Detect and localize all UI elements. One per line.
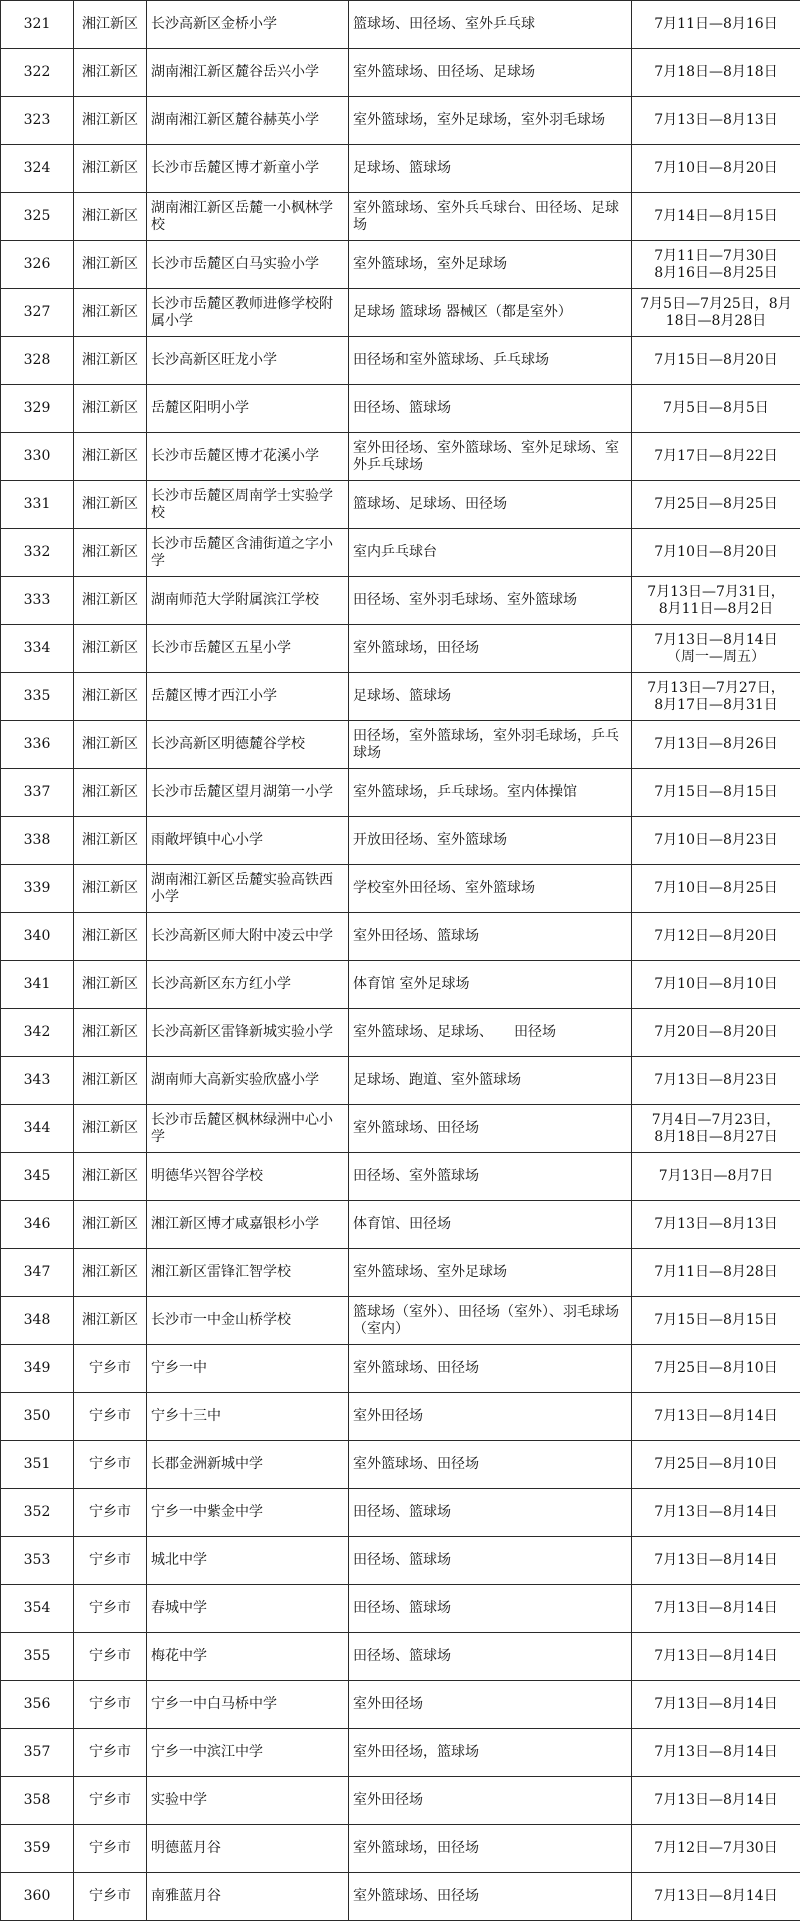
row-number-cell: 350 <box>1 1393 74 1441</box>
open-dates-cell: 7月13日—8月13日 <box>632 1201 800 1249</box>
table-row <box>1 817 800 865</box>
district-cell: 宁乡市 <box>74 1345 147 1393</box>
venues-cell: 室内乒乓球台 <box>349 529 632 577</box>
school-name-cell: 长郡金洲新城中学 <box>147 1441 349 1489</box>
table-row <box>1 913 800 961</box>
school-name-cell: 明德蓝月谷 <box>147 1825 349 1873</box>
table-row <box>1 385 800 433</box>
venues-cell: 室外田径场 <box>349 1777 632 1825</box>
venues-cell: 田径场、篮球场 <box>349 1537 632 1585</box>
venues-cell: 田径场、篮球场 <box>349 1633 632 1681</box>
district-cell: 湘江新区 <box>74 1249 147 1297</box>
row-number-cell: 343 <box>1 1057 74 1105</box>
venues-cell: 室外篮球场、田径场 <box>349 1105 632 1153</box>
table-row <box>1 1585 800 1633</box>
table-row <box>1 289 800 337</box>
school-name-cell: 长沙市岳麓区含浦街道之字小学 <box>147 529 349 577</box>
district-cell: 湘江新区 <box>74 1 147 49</box>
district-cell: 湘江新区 <box>74 49 147 97</box>
table-row <box>1 1201 800 1249</box>
table-row <box>1 721 800 769</box>
open-dates-cell: 7月13日—8月14日 <box>632 1633 800 1681</box>
venues-cell: 学校室外田径场、室外篮球场 <box>349 865 632 913</box>
table-row <box>1 961 800 1009</box>
open-dates-cell: 7月13日—8月14日 <box>632 1729 800 1777</box>
district-cell: 湘江新区 <box>74 433 147 481</box>
school-name-cell: 长沙高新区雷锋新城实验小学 <box>147 1009 349 1057</box>
table-row <box>1 1489 800 1537</box>
district-cell: 湘江新区 <box>74 1201 147 1249</box>
row-number-cell: 327 <box>1 289 74 337</box>
open-dates-cell: 7月13日—8月14日 <box>632 1489 800 1537</box>
venues-cell: 室外篮球场，田径场 <box>349 1825 632 1873</box>
district-cell: 宁乡市 <box>74 1873 147 1921</box>
row-number-cell: 356 <box>1 1681 74 1729</box>
school-name-cell: 南雅蓝月谷 <box>147 1873 349 1921</box>
district-cell: 宁乡市 <box>74 1681 147 1729</box>
table-row <box>1 1297 800 1345</box>
district-cell: 宁乡市 <box>74 1585 147 1633</box>
row-number-cell: 329 <box>1 385 74 433</box>
open-dates-cell: 7月10日—8月23日 <box>632 817 800 865</box>
school-name-cell: 长沙市岳麓区周南学士实验学校 <box>147 481 349 529</box>
table-row <box>1 1537 800 1585</box>
open-dates-cell: 7月13日—8月14日 （周一—周五） <box>632 625 800 673</box>
row-number-cell: 322 <box>1 49 74 97</box>
district-cell: 湘江新区 <box>74 289 147 337</box>
row-number-cell: 339 <box>1 865 74 913</box>
open-dates-cell: 7月11日—8月16日 <box>632 1 800 49</box>
table-row <box>1 1009 800 1057</box>
table-row <box>1 433 800 481</box>
district-cell: 湘江新区 <box>74 913 147 961</box>
open-dates-cell: 7月13日—8月26日 <box>632 721 800 769</box>
open-dates-cell: 7月13日—8月14日 <box>632 1537 800 1585</box>
table-row <box>1 1249 800 1297</box>
school-name-cell: 湖南湘江新区麓谷赫英小学 <box>147 97 349 145</box>
row-number-cell: 326 <box>1 241 74 289</box>
venues-cell: 篮球场、足球场、田径场 <box>349 481 632 529</box>
school-name-cell: 湖南湘江新区岳麓实验高铁西小学 <box>147 865 349 913</box>
venues-cell: 室外田径场、篮球场 <box>349 913 632 961</box>
row-number-cell: 345 <box>1 1153 74 1201</box>
row-number-cell: 336 <box>1 721 74 769</box>
row-number-cell: 341 <box>1 961 74 1009</box>
table-row <box>1 337 800 385</box>
venues-cell: 室外篮球场、足球场、 田径场 <box>349 1009 632 1057</box>
open-dates-cell: 7月25日—8月25日 <box>632 481 800 529</box>
district-cell: 湘江新区 <box>74 625 147 673</box>
district-cell: 宁乡市 <box>74 1729 147 1777</box>
district-cell: 湘江新区 <box>74 481 147 529</box>
venues-cell: 室外田径场 <box>349 1681 632 1729</box>
open-dates-cell: 7月10日—8月10日 <box>632 961 800 1009</box>
table-row <box>1 1153 800 1201</box>
row-number-cell: 357 <box>1 1729 74 1777</box>
table-row <box>1 1057 800 1105</box>
venues-cell: 足球场 篮球场 器械区（都是室外） <box>349 289 632 337</box>
table-row <box>1 1633 800 1681</box>
school-name-cell: 长沙市岳麓区博才新童小学 <box>147 145 349 193</box>
school-name-cell: 长沙市岳麓区白马实验小学 <box>147 241 349 289</box>
school-name-cell: 长沙高新区金桥小学 <box>147 1 349 49</box>
venues-cell: 室外篮球场，乒乓球场。室内体操馆 <box>349 769 632 817</box>
district-cell: 湘江新区 <box>74 1153 147 1201</box>
table-row <box>1 769 800 817</box>
school-name-cell: 湖南湘江新区麓谷岳兴小学 <box>147 49 349 97</box>
row-number-cell: 351 <box>1 1441 74 1489</box>
venues-cell: 室外篮球场、田径场 <box>349 1345 632 1393</box>
open-dates-cell: 7月13日—8月14日 <box>632 1681 800 1729</box>
row-number-cell: 340 <box>1 913 74 961</box>
row-number-cell: 354 <box>1 1585 74 1633</box>
school-name-cell: 长沙高新区旺龙小学 <box>147 337 349 385</box>
venue-table-body <box>1 1 800 1921</box>
venues-cell: 室外篮球场、田径场 <box>349 1873 632 1921</box>
row-number-cell: 332 <box>1 529 74 577</box>
venues-cell: 室外篮球场、田径场 <box>349 1441 632 1489</box>
open-dates-cell: 7月25日—8月10日 <box>632 1441 800 1489</box>
table-row <box>1 193 800 241</box>
venues-cell: 田径场、篮球场 <box>349 385 632 433</box>
venues-cell: 体育馆 室外足球场 <box>349 961 632 1009</box>
school-name-cell: 雨敞坪镇中心小学 <box>147 817 349 865</box>
row-number-cell: 331 <box>1 481 74 529</box>
table-row <box>1 145 800 193</box>
venues-cell: 室外篮球场，田径场 <box>349 625 632 673</box>
district-cell: 宁乡市 <box>74 1393 147 1441</box>
table-row <box>1 577 800 625</box>
district-cell: 湘江新区 <box>74 529 147 577</box>
open-dates-cell: 7月10日—8月25日 <box>632 865 800 913</box>
row-number-cell: 338 <box>1 817 74 865</box>
venues-cell: 室外篮球场，室外足球场 <box>349 241 632 289</box>
district-cell: 宁乡市 <box>74 1537 147 1585</box>
table-row <box>1 1441 800 1489</box>
open-dates-cell: 7月20日—8月20日 <box>632 1009 800 1057</box>
table-row <box>1 673 800 721</box>
table-row <box>1 1729 800 1777</box>
open-dates-cell: 7月4日—7月23日， 8月18日—8月27日 <box>632 1105 800 1153</box>
venues-cell: 田径场和室外篮球场、乒乓球场 <box>349 337 632 385</box>
school-name-cell: 湖南师大高新实验欣盛小学 <box>147 1057 349 1105</box>
table-row <box>1 1825 800 1873</box>
school-name-cell: 长沙市岳麓区博才花溪小学 <box>147 433 349 481</box>
table-row <box>1 625 800 673</box>
venues-cell: 田径场、室外篮球场 <box>349 1153 632 1201</box>
school-name-cell: 岳麓区博才西江小学 <box>147 673 349 721</box>
venues-cell: 篮球场（室外）、田径场（室外）、羽毛球场（室内） <box>349 1297 632 1345</box>
row-number-cell: 352 <box>1 1489 74 1537</box>
table-row <box>1 865 800 913</box>
venues-cell: 室外篮球场、室外足球场 <box>349 1249 632 1297</box>
district-cell: 湘江新区 <box>74 385 147 433</box>
row-number-cell: 337 <box>1 769 74 817</box>
school-name-cell: 宁乡十三中 <box>147 1393 349 1441</box>
row-number-cell: 358 <box>1 1777 74 1825</box>
row-number-cell: 342 <box>1 1009 74 1057</box>
row-number-cell: 346 <box>1 1201 74 1249</box>
row-number-cell: 349 <box>1 1345 74 1393</box>
row-number-cell: 348 <box>1 1297 74 1345</box>
district-cell: 湘江新区 <box>74 865 147 913</box>
school-name-cell: 湘江新区博才咸嘉银杉小学 <box>147 1201 349 1249</box>
school-name-cell: 宁乡一中 <box>147 1345 349 1393</box>
school-name-cell: 长沙市一中金山桥学校 <box>147 1297 349 1345</box>
school-name-cell: 岳麓区阳明小学 <box>147 385 349 433</box>
table-row <box>1 97 800 145</box>
school-name-cell: 实验中学 <box>147 1777 349 1825</box>
district-cell: 湘江新区 <box>74 1297 147 1345</box>
district-cell: 湘江新区 <box>74 337 147 385</box>
venues-cell: 篮球场、田径场、室外乒乓球 <box>349 1 632 49</box>
district-cell: 湘江新区 <box>74 1057 147 1105</box>
venues-cell: 田径场、室外羽毛球场、室外篮球场 <box>349 577 632 625</box>
district-cell: 湘江新区 <box>74 817 147 865</box>
open-dates-cell: 7月17日—8月22日 <box>632 433 800 481</box>
open-dates-cell: 7月18日—8月18日 <box>632 49 800 97</box>
table-row <box>1 1345 800 1393</box>
school-name-cell: 长沙市岳麓区望月湖第一小学 <box>147 769 349 817</box>
open-dates-cell: 7月5日—8月5日 <box>632 385 800 433</box>
row-number-cell: 328 <box>1 337 74 385</box>
open-dates-cell: 7月13日—8月13日 <box>632 97 800 145</box>
venues-cell: 田径场、篮球场 <box>349 1585 632 1633</box>
open-dates-cell: 7月13日—8月14日 <box>632 1393 800 1441</box>
row-number-cell: 347 <box>1 1249 74 1297</box>
row-number-cell: 324 <box>1 145 74 193</box>
table-row <box>1 1681 800 1729</box>
district-cell: 宁乡市 <box>74 1489 147 1537</box>
district-cell: 宁乡市 <box>74 1777 147 1825</box>
school-name-cell: 宁乡一中滨江中学 <box>147 1729 349 1777</box>
open-dates-cell: 7月15日—8月15日 <box>632 769 800 817</box>
open-dates-cell: 7月25日—8月10日 <box>632 1345 800 1393</box>
school-name-cell: 长沙高新区东方红小学 <box>147 961 349 1009</box>
district-cell: 湘江新区 <box>74 961 147 1009</box>
venues-cell: 室外田径场，篮球场 <box>349 1729 632 1777</box>
open-dates-cell: 7月5日—7月25日，8月18日—8月28日 <box>632 289 800 337</box>
table-row <box>1 1873 800 1921</box>
venues-cell: 开放田径场、室外篮球场 <box>349 817 632 865</box>
school-name-cell: 春城中学 <box>147 1585 349 1633</box>
district-cell: 湘江新区 <box>74 241 147 289</box>
venues-cell: 田径场，室外篮球场，室外羽毛球场，乒乓球场 <box>349 721 632 769</box>
row-number-cell: 334 <box>1 625 74 673</box>
table-row <box>1 481 800 529</box>
school-name-cell: 长沙高新区明德麓谷学校 <box>147 721 349 769</box>
open-dates-cell: 7月12日—7月30日 <box>632 1825 800 1873</box>
school-name-cell: 城北中学 <box>147 1537 349 1585</box>
open-dates-cell: 7月11日—7月30日 8月16日—8月25日 <box>632 241 800 289</box>
row-number-cell: 353 <box>1 1537 74 1585</box>
open-dates-cell: 7月13日—8月7日 <box>632 1153 800 1201</box>
school-name-cell: 湖南湘江新区岳麓一小枫林学校 <box>147 193 349 241</box>
district-cell: 湘江新区 <box>74 1009 147 1057</box>
district-cell: 宁乡市 <box>74 1441 147 1489</box>
open-dates-cell: 7月12日—8月20日 <box>632 913 800 961</box>
open-dates-cell: 7月15日—8月15日 <box>632 1297 800 1345</box>
table-row <box>1 1777 800 1825</box>
school-name-cell: 湖南师范大学附属滨江学校 <box>147 577 349 625</box>
row-number-cell: 325 <box>1 193 74 241</box>
school-name-cell: 长沙市岳麓区教师进修学校附属小学 <box>147 289 349 337</box>
row-number-cell: 344 <box>1 1105 74 1153</box>
open-dates-cell: 7月10日—8月20日 <box>632 145 800 193</box>
district-cell: 湘江新区 <box>74 145 147 193</box>
school-name-cell: 宁乡一中紫金中学 <box>147 1489 349 1537</box>
district-cell: 湘江新区 <box>74 97 147 145</box>
open-dates-cell: 7月14日—8月15日 <box>632 193 800 241</box>
school-name-cell: 长沙高新区师大附中凌云中学 <box>147 913 349 961</box>
open-dates-cell: 7月13日—8月14日 <box>632 1585 800 1633</box>
row-number-cell: 360 <box>1 1873 74 1921</box>
district-cell: 湘江新区 <box>74 721 147 769</box>
table-row <box>1 241 800 289</box>
venues-cell: 室外篮球场、室外兵乓球台、田径场、足球场 <box>349 193 632 241</box>
district-cell: 湘江新区 <box>74 769 147 817</box>
venues-cell: 体育馆、田径场 <box>349 1201 632 1249</box>
table-row <box>1 1 800 49</box>
row-number-cell: 323 <box>1 97 74 145</box>
district-cell: 湘江新区 <box>74 673 147 721</box>
open-dates-cell: 7月13日—8月14日 <box>632 1777 800 1825</box>
table-row <box>1 1393 800 1441</box>
row-number-cell: 330 <box>1 433 74 481</box>
open-dates-cell: 7月10日—8月20日 <box>632 529 800 577</box>
venues-cell: 足球场、篮球场 <box>349 673 632 721</box>
school-name-cell: 明德华兴智谷学校 <box>147 1153 349 1201</box>
venues-cell: 室外篮球场，室外足球场，室外羽毛球场 <box>349 97 632 145</box>
school-name-cell: 湘江新区雷锋汇智学校 <box>147 1249 349 1297</box>
row-number-cell: 355 <box>1 1633 74 1681</box>
venues-cell: 室外田径场 <box>349 1393 632 1441</box>
open-dates-cell: 7月15日—8月20日 <box>632 337 800 385</box>
school-name-cell: 宁乡一中白马桥中学 <box>147 1681 349 1729</box>
district-cell: 宁乡市 <box>74 1825 147 1873</box>
table-row <box>1 529 800 577</box>
row-number-cell: 333 <box>1 577 74 625</box>
school-name-cell: 长沙市岳麓区枫林绿洲中心小学 <box>147 1105 349 1153</box>
venues-cell: 田径场、篮球场 <box>349 1489 632 1537</box>
open-dates-cell: 7月13日—7月27日， 8月17日—8月31日 <box>632 673 800 721</box>
district-cell: 宁乡市 <box>74 1633 147 1681</box>
row-number-cell: 359 <box>1 1825 74 1873</box>
venues-cell: 室外田径场、室外篮球场、室外足球场、室外乒乓球场 <box>349 433 632 481</box>
venues-cell: 足球场、跑道、室外篮球场 <box>349 1057 632 1105</box>
venues-cell: 足球场、篮球场 <box>349 145 632 193</box>
venues-cell: 室外篮球场、田径场、足球场 <box>349 49 632 97</box>
school-name-cell: 长沙市岳麓区五星小学 <box>147 625 349 673</box>
open-dates-cell: 7月13日—8月14日 <box>632 1873 800 1921</box>
table-row <box>1 49 800 97</box>
district-cell: 湘江新区 <box>74 193 147 241</box>
district-cell: 湘江新区 <box>74 1105 147 1153</box>
district-cell: 湘江新区 <box>74 577 147 625</box>
row-number-cell: 335 <box>1 673 74 721</box>
open-dates-cell: 7月13日—8月23日 <box>632 1057 800 1105</box>
row-number-cell: 321 <box>1 1 74 49</box>
school-name-cell: 梅花中学 <box>147 1633 349 1681</box>
open-dates-cell: 7月13日—7月31日， 8月11日—8月2日 <box>632 577 800 625</box>
table-row <box>1 1105 800 1153</box>
open-dates-cell: 7月11日—8月28日 <box>632 1249 800 1297</box>
